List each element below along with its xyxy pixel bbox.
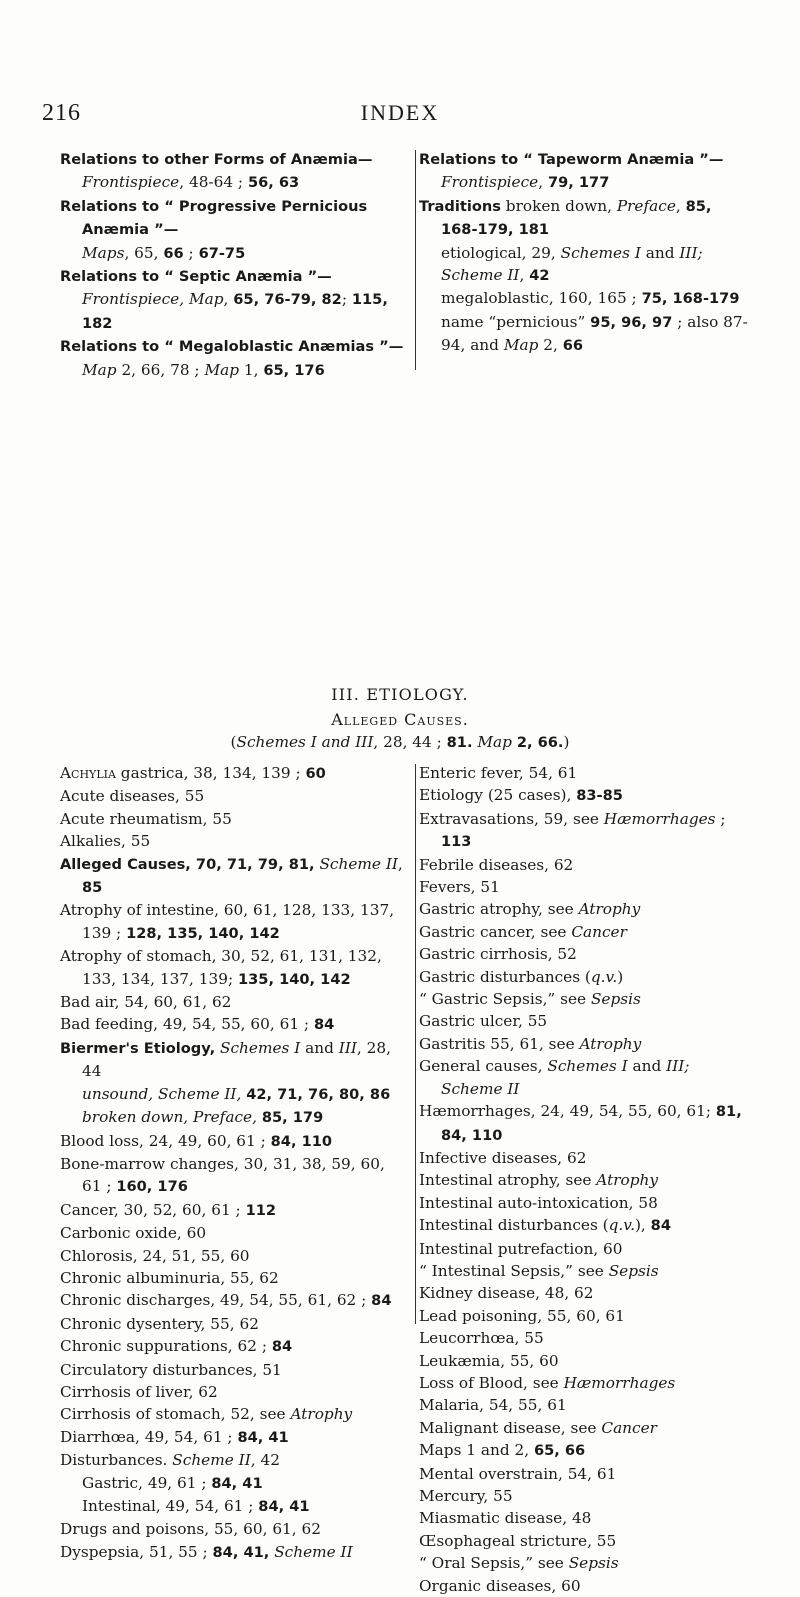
entry-text: Chlorosis, 24, 51, 55, 60 — [60, 1246, 250, 1265]
entry-text: , — [397, 854, 403, 873]
entry-text: and — [300, 1038, 339, 1057]
index-entry — [60, 148, 405, 171]
entry-text: 84, 110 — [270, 1132, 333, 1150]
index-entry — [419, 1055, 750, 1100]
entry-text: , 42 — [250, 1451, 280, 1470]
entry-text: , 65, — [124, 243, 164, 262]
entry-text: Cancer, 30, 52, 60, 61 ; — [60, 1200, 246, 1219]
index-entry — [419, 876, 750, 898]
section-reference — [0, 733, 800, 751]
entry-text: Schemes I — [560, 243, 641, 262]
entry-text: Mercury, 55 — [419, 1487, 513, 1505]
entry-text: “ Oral Sepsis,” see — [419, 1554, 569, 1573]
index-entry — [60, 1037, 405, 1083]
index-entry — [60, 1541, 405, 1564]
entry-text: Alleged Causes, 70, 71, 79, 81, — [60, 855, 315, 873]
entry-text: Gastric atrophy, see — [419, 900, 579, 919]
index-entry — [419, 1530, 750, 1552]
entry-text: Relations to “ Megaloblastic Anæmias ”— — [60, 338, 404, 356]
entry-text: 84 — [313, 1016, 335, 1034]
index-entry — [419, 762, 750, 784]
entry-text: Kidney disease, 48, 62 — [419, 1284, 594, 1303]
entry-text: Hæmorrhages — [563, 1373, 676, 1392]
entry-text: Chronic suppurations, 62 ; — [60, 1337, 272, 1356]
top-right-column — [405, 148, 750, 382]
entry-text: Atrophy — [578, 900, 641, 919]
entry-text: Miasmatic disease, 48 — [419, 1509, 592, 1528]
index-entry — [60, 785, 405, 807]
index-subentry — [419, 171, 750, 194]
index-entry — [419, 1417, 750, 1439]
entry-text: Relations to other Forms of Anæmia— — [60, 151, 373, 168]
index-subentry — [419, 242, 750, 288]
index-entry — [419, 1552, 750, 1574]
entry-text: Relations to “ Tapeworm Anæmia ”— — [419, 151, 724, 168]
index-entry — [60, 853, 405, 900]
entry-text: 84, 41 — [258, 1498, 310, 1515]
entry-text: Chronic albuminuria, 55, 62 — [60, 1268, 279, 1287]
index-entry — [419, 1575, 750, 1597]
index-entry — [419, 1282, 750, 1304]
entry-text: Gastric, 49, 61 ; — [82, 1473, 212, 1492]
entry-text: General causes, — [419, 1057, 548, 1076]
index-entry — [419, 943, 750, 965]
column-divider — [415, 764, 416, 1324]
index-entry — [60, 1426, 405, 1449]
entry-text: 42 — [529, 267, 550, 285]
entry-text: Loss of Blood, see — [419, 1373, 564, 1392]
index-subentry — [60, 1472, 405, 1495]
entry-text: Drugs and poisons, 55, 60, 61, 62 — [60, 1520, 321, 1539]
index-entry — [419, 1507, 750, 1529]
entry-text: 112 — [245, 1201, 277, 1219]
entry-text: Cirrhosis of liver, 62 — [60, 1382, 218, 1401]
index-entry — [60, 1199, 405, 1222]
entry-text: and — [627, 1057, 667, 1076]
index-subentry — [60, 359, 405, 382]
index-entry — [60, 1335, 405, 1358]
entry-text: Frontispiece, Map — [82, 290, 224, 309]
entry-text: Atrophy of stomach, 30, 52, 61, 131, 132, 133, 134, 137, 139; — [60, 947, 382, 988]
entry-text: , 28, 44 ; — [373, 733, 447, 751]
index-entry — [60, 1222, 405, 1244]
entry-text: Bad feeding, 49, 54, 55, 60, 61 ; — [60, 1015, 314, 1034]
entry-text: Atrophy — [290, 1405, 353, 1424]
entry-text: 1, — [239, 360, 264, 379]
entry-text: unsound, Scheme II, — [82, 1084, 242, 1103]
entry-text: etiological, 29, — [441, 243, 561, 262]
index-entry — [419, 784, 750, 807]
entry-text: Preface — [616, 196, 676, 215]
index-entry — [419, 1214, 750, 1237]
entry-text: Schemes I — [220, 1038, 301, 1057]
index-entry — [60, 1449, 405, 1471]
entry-text: Bone-marrow changes, 30, 31, 38, 59, 60, 61 ; — [60, 1154, 385, 1196]
entry-text: Scheme II — [319, 854, 398, 873]
index-entry — [60, 1245, 405, 1267]
index-entry — [419, 1439, 750, 1462]
index-subentry — [419, 311, 750, 358]
entry-text: ; — [341, 290, 352, 309]
entry-text: q.v. — [590, 967, 618, 986]
index-entry — [419, 921, 750, 943]
index-entry — [60, 808, 405, 830]
entry-text: 84 — [650, 1217, 671, 1235]
entry-text: 135, 140, 142 — [237, 970, 351, 988]
entry-text: 128, 135, 140, 142 — [126, 924, 280, 942]
entry-text: 84 — [271, 1338, 293, 1356]
entry-text: Maps — [82, 243, 125, 262]
entry-text: Organic diseases, 60 — [419, 1576, 581, 1595]
entry-text: , — [223, 290, 234, 309]
entry-text: Traditions — [419, 197, 501, 215]
index-entry — [419, 988, 750, 1010]
index-subentry — [60, 242, 405, 265]
entry-text: 84, 41, — [212, 1543, 270, 1561]
entry-text: Schemes I and III — [236, 733, 374, 751]
index-entry — [419, 1260, 750, 1282]
entry-text: Bad air, 54, 60, 61, 62 — [60, 993, 232, 1012]
entry-text: Atrophy — [596, 1171, 659, 1190]
entry-text: Scheme II — [274, 1542, 353, 1561]
index-entry — [60, 1130, 405, 1153]
entry-text: Febrile diseases, 62 — [419, 855, 574, 874]
index-entry — [419, 966, 750, 988]
index-entry — [419, 898, 750, 920]
entry-text: 2, 66, 78 ; — [116, 360, 205, 379]
entry-text: Intestinal putrefaction, 60 — [419, 1239, 623, 1258]
entry-text: Gastric disturbances ( — [419, 967, 591, 986]
index-entry — [419, 1147, 750, 1169]
entry-text: 83-85 — [576, 787, 623, 805]
index-subentry — [60, 288, 405, 335]
entry-text: , 48-64 ; — [179, 173, 248, 192]
entry-text: Map — [503, 336, 539, 355]
top-index-block — [60, 148, 750, 382]
entry-text: Infective diseases, 62 — [419, 1148, 587, 1167]
entry-text: Gastric ulcer, 55 — [419, 1012, 548, 1031]
entry-text: Intestinal disturbances ( — [419, 1216, 609, 1235]
index-entry — [419, 1238, 750, 1260]
entry-text: Intestinal auto-intoxication, 58 — [419, 1193, 658, 1212]
entry-text: Relations to “ Progressive Pernicious Anæmia ”— — [60, 197, 368, 239]
entry-text: Sepsis — [568, 1554, 619, 1573]
entry-text: 65, 176 — [263, 361, 325, 379]
entry-text: Diarrhœa, 49, 54, 61 ; — [60, 1427, 238, 1446]
entry-text: 84, 41 — [237, 1428, 289, 1446]
entry-text: name “pernicious” — [441, 312, 591, 331]
entry-text: ; also 87-94, and — [441, 312, 748, 355]
index-entry — [60, 945, 405, 991]
entry-text: 115, 182 — [82, 291, 388, 332]
index-entry — [60, 265, 405, 288]
entry-text: Sepsis — [590, 990, 641, 1009]
entry-text: 84, 41 — [211, 1474, 263, 1492]
entry-text: 85 — [82, 879, 103, 897]
entry-text: III; Scheme II — [441, 1057, 690, 1098]
entry-text: Atrophy of intestine, 60, 61, 128, 133, 137, 139 ; — [60, 901, 395, 942]
bottom-left-column — [60, 762, 405, 1597]
entry-text: Scheme II — [172, 1451, 251, 1470]
index-entry — [60, 1267, 405, 1289]
index-subentry — [60, 171, 405, 194]
index-entry — [419, 854, 750, 876]
entry-text: 42, 71, 76, 80, 86 — [246, 1085, 391, 1103]
entry-text: , — [519, 266, 530, 285]
index-entry — [419, 1394, 750, 1416]
entry-text: Chronic discharges, 49, 54, 55, 61, 62 ; — [60, 1291, 372, 1310]
index-entry — [60, 1013, 405, 1036]
entry-text: Disturbances. — [60, 1451, 173, 1470]
entry-text: 60 — [305, 765, 326, 782]
entry-text: Intestinal, 49, 54, 61 ; — [82, 1497, 259, 1515]
bottom-right-column — [405, 762, 750, 1597]
entry-text: ( — [230, 733, 237, 751]
entry-text: Atrophy — [579, 1034, 642, 1053]
index-entry — [60, 1518, 405, 1540]
entry-text: ; — [183, 243, 199, 262]
entry-text: Biermer's Etiology, — [60, 1039, 216, 1057]
entry-text: Gastritis 55, 61, see — [419, 1034, 580, 1053]
entry-text: 66 — [562, 337, 584, 355]
entry-text: 81, 84, 110 — [441, 1103, 742, 1144]
entry-text: Fevers, 51 — [419, 878, 500, 897]
index-entry — [419, 808, 750, 854]
entry-text: Mental overstrain, 54, 61 — [419, 1464, 617, 1483]
entry-text: ; — [715, 809, 726, 828]
entry-text: Schemes I — [547, 1057, 628, 1076]
entry-text: , 28, 44 — [82, 1038, 391, 1081]
top-left-column — [60, 148, 405, 382]
entry-text: ), — [634, 1216, 651, 1235]
column-divider — [415, 150, 416, 370]
running-head: INDEX — [360, 100, 440, 125]
entry-text: Extravasations, 59, see — [419, 809, 604, 828]
index-entry — [419, 1327, 750, 1349]
entry-text: Malaria, 54, 55, 61 — [419, 1396, 567, 1415]
entry-text: III — [338, 1038, 357, 1057]
index-entry — [60, 335, 405, 358]
index-entry — [60, 1289, 405, 1312]
entry-text: 160, 176 — [116, 1178, 188, 1196]
index-entry — [419, 1192, 750, 1214]
entry-text: 56, 63 — [247, 174, 300, 192]
entry-text: Cirrhosis of stomach, 52, see — [60, 1405, 291, 1424]
index-entry — [60, 1381, 405, 1403]
entry-text: Gastric cancer, see — [419, 922, 572, 941]
entry-text: Lead poisoning, 55, 60, 61 — [419, 1306, 625, 1325]
entry-text: Acute diseases, 55 — [60, 787, 205, 806]
entry-text: broken down, — [500, 196, 617, 215]
index-entry — [419, 1100, 750, 1147]
etiology-index-block — [60, 762, 750, 1597]
entry-text: megaloblastic, 160, 165 ; — [441, 289, 642, 308]
index-subentry — [60, 1083, 405, 1106]
entry-text: 66 — [163, 244, 184, 262]
entry-text: Map — [82, 360, 117, 379]
entry-text: , — [675, 196, 686, 215]
index-entry — [60, 899, 405, 945]
entry-text: Hæmorrhages — [603, 809, 716, 828]
index-entry — [419, 195, 750, 242]
index-entry — [60, 830, 405, 852]
entry-text: Dyspepsia, 51, 55 ; — [60, 1542, 213, 1561]
entry-text: Chronic dysentery, 55, 62 — [60, 1314, 259, 1333]
entry-text: “ Intestinal Sepsis,” see — [419, 1261, 609, 1280]
entry-text: , — [538, 173, 548, 192]
entry-text: 113 — [441, 833, 472, 851]
entry-text: Frontispiece — [82, 173, 180, 192]
entry-text: Etiology (25 cases), — [419, 786, 577, 805]
entry-text: broken down, Preface, — [82, 1108, 257, 1127]
index-subentry — [60, 1495, 405, 1518]
entry-text: Gastric cirrhosis, 52 — [419, 945, 577, 964]
entry-text: Carbonic oxide, 60 — [60, 1224, 207, 1243]
index-entry — [419, 1169, 750, 1191]
entry-text: ) — [563, 733, 570, 751]
section-title: III. ETIOLOGY. — [331, 685, 469, 704]
entry-text: Maps 1 and 2, — [419, 1441, 534, 1460]
index-entry — [419, 1463, 750, 1485]
entry-text: 75, 168-179 — [641, 290, 740, 308]
entry-text: and — [640, 243, 680, 262]
entry-text: 84 — [371, 1292, 392, 1310]
entry-text: “ Gastric Sepsis,” see — [419, 990, 591, 1009]
entry-text: 65, 66 — [533, 1442, 586, 1460]
entry-text: Leukæmia, 55, 60 — [419, 1351, 559, 1370]
entry-text: Œsophageal stricture, 55 — [419, 1531, 617, 1550]
entry-text: Circulatory disturbances, 51 — [60, 1360, 282, 1379]
section-subtitle: Alleged Causes. — [331, 710, 469, 729]
entry-text: ) — [617, 967, 624, 986]
entry-text: Achylia — [60, 764, 116, 782]
entry-text: Hæmorrhages, 24, 49, 54, 55, 60, 61; — [419, 1102, 716, 1121]
page-header — [0, 100, 800, 134]
entry-text: Acute rheumatism, 55 — [60, 809, 232, 828]
entry-text: 81. — [446, 734, 473, 751]
page-number: 216 — [42, 100, 81, 126]
entry-text: Alkalies, 55 — [60, 832, 151, 851]
index-entry — [60, 1403, 405, 1425]
index-entry — [60, 1359, 405, 1381]
entry-text: Blood loss, 24, 49, 60, 61 ; — [60, 1131, 271, 1150]
entry-text: Enteric fever, 54, 61 — [419, 764, 578, 782]
entry-text: III; Scheme II — [441, 243, 703, 285]
index-entry — [419, 1033, 750, 1055]
entry-text: Map — [204, 360, 240, 379]
entry-text: Sepsis — [608, 1261, 659, 1280]
index-entry — [60, 1153, 405, 1199]
entry-text: Leucorrhœa, 55 — [419, 1329, 544, 1348]
entry-text: 2, 66. — [516, 734, 564, 751]
index-entry — [419, 1010, 750, 1032]
entry-text: 2, — [538, 336, 563, 355]
index-entry — [419, 1350, 750, 1372]
index-entry — [60, 195, 405, 242]
entry-text: q.v. — [608, 1216, 635, 1235]
index-subentry — [419, 287, 750, 310]
entry-text: 85, 168-179, 181 — [441, 197, 712, 239]
index-entry — [60, 762, 405, 785]
entry-text: 79, 177 — [547, 174, 610, 192]
entry-text: Map — [477, 733, 512, 751]
entry-text: Intestinal atrophy, see — [419, 1171, 597, 1190]
entry-text: Cancer — [571, 922, 627, 941]
index-entry — [419, 1485, 750, 1507]
index-entry — [60, 991, 405, 1013]
entry-text: Malignant disease, see — [419, 1418, 602, 1437]
index-entry — [60, 1313, 405, 1335]
entry-text: 67-75 — [198, 244, 246, 262]
entry-text: 95, 96, 97 — [590, 313, 673, 331]
index-entry — [419, 1372, 750, 1394]
index-entry — [419, 1305, 750, 1327]
entry-text: Cancer — [601, 1418, 657, 1437]
index-entry — [419, 148, 750, 171]
index-subentry — [60, 1106, 405, 1129]
entry-text: 85, 179 — [261, 1109, 324, 1127]
entry-text: Frontispiece — [441, 173, 539, 192]
entry-text: Relations to “ Septic Anæmia ”— — [60, 268, 332, 286]
entry-text: gastrica, 38, 134, 139 ; — [115, 764, 306, 782]
entry-text: 65, 76-79, 82 — [233, 291, 342, 309]
